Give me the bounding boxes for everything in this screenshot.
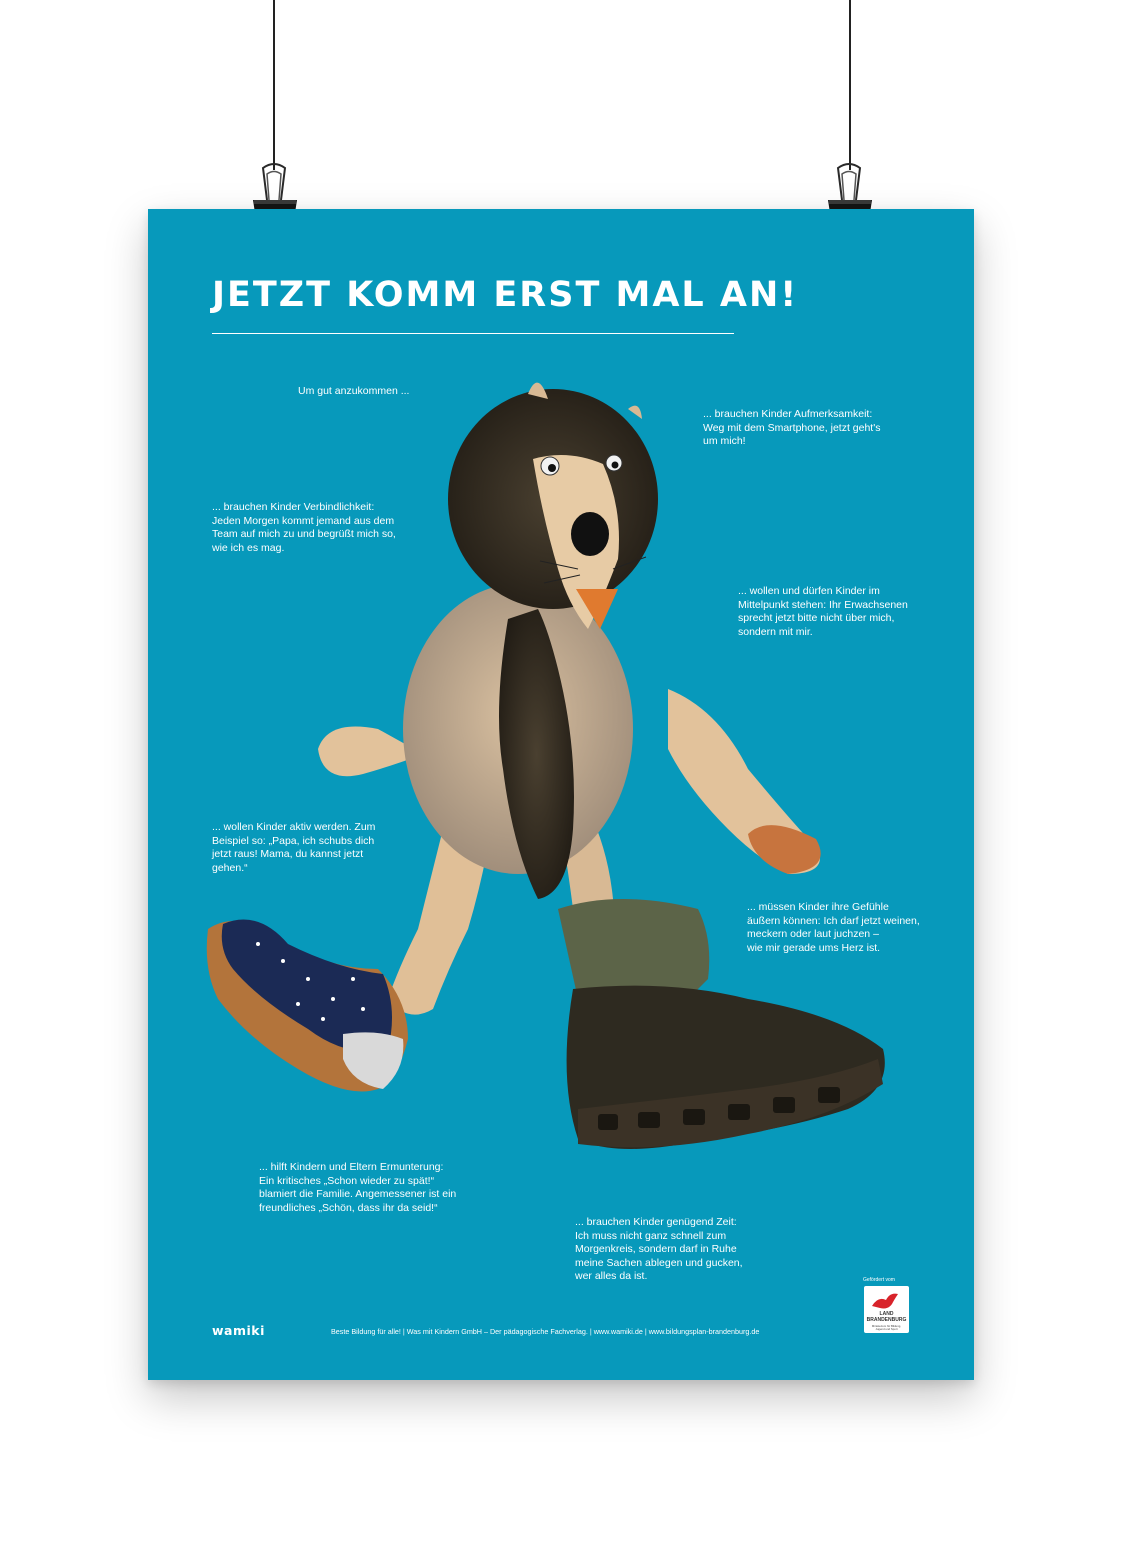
caption-zeit: ... brauchen Kinder genügend Zeit: Ich muss nicht ganz schnell zum Morgenkreis, sondern darf in Ruhe meine Sachen ablegen und gucken, wer alles da ist. xyxy=(575,1216,743,1282)
hanging-wire-right xyxy=(849,0,851,170)
footer-line: Beste Bildung für alle! | Was mit Kindern GmbH – Der pädagogische Fachverlag. | www.wamiki.de | www.bildungsplan-brandenburg.de xyxy=(331,1327,760,1336)
caption-mittelpunkt: ... wollen und dürfen Kinder im Mittelpunkt stehen: Ihr Erwachsenen sprecht jetzt bitte nicht über mich, sondern mit mir. xyxy=(738,585,908,638)
caption-aufmerksamkeit: ... brauchen Kinder Aufmerksamkeit: Weg mit dem Smartphone, jetzt geht's um mich! xyxy=(703,408,881,447)
wamiki-logo: wamiki xyxy=(212,1323,265,1338)
caption-gefuehle: ... müssen Kinder ihre Gefühle äußern können: Ich darf jetzt weinen, meckern oder laut juchzen – wie mir gerade ums Herz ist. xyxy=(747,901,920,954)
badge-ministry: Ministerium für Bildung, Jugend und Sport xyxy=(871,1324,902,1332)
poster xyxy=(148,209,974,1380)
poster-title: JETZT KOMM ERST MAL AN! xyxy=(212,275,799,315)
caption-verbindlichkeit: ... brauchen Kinder Verbindlichkeit: Jeden Morgen kommt jemand aus dem Team auf mich zu und begrüßt mich so, wie ich es mag. xyxy=(212,501,396,554)
badge-name: LAND BRANDENBURG xyxy=(866,1311,907,1323)
caption-intro: Um gut anzukommen ... xyxy=(298,385,410,397)
funded-by-label: Gefördert vom xyxy=(863,1277,895,1283)
caption-ermunterung: ... hilft Kindern und Eltern Ermunterung: Ein kritisches „Schon wieder zu spät!“ blamiert die Familie. Angemessener ist ein freundliches „Schön, dass ihr da seid!“ xyxy=(259,1161,457,1214)
caption-aktiv: ... wollen Kinder aktiv werden. Zum Beispiel so: „Papa, ich schubs dich jetzt raus! Mama, du kannst jetzt gehen.“ xyxy=(212,821,376,874)
brandenburg-badge xyxy=(864,1286,909,1333)
hanging-wire-left xyxy=(273,0,275,170)
